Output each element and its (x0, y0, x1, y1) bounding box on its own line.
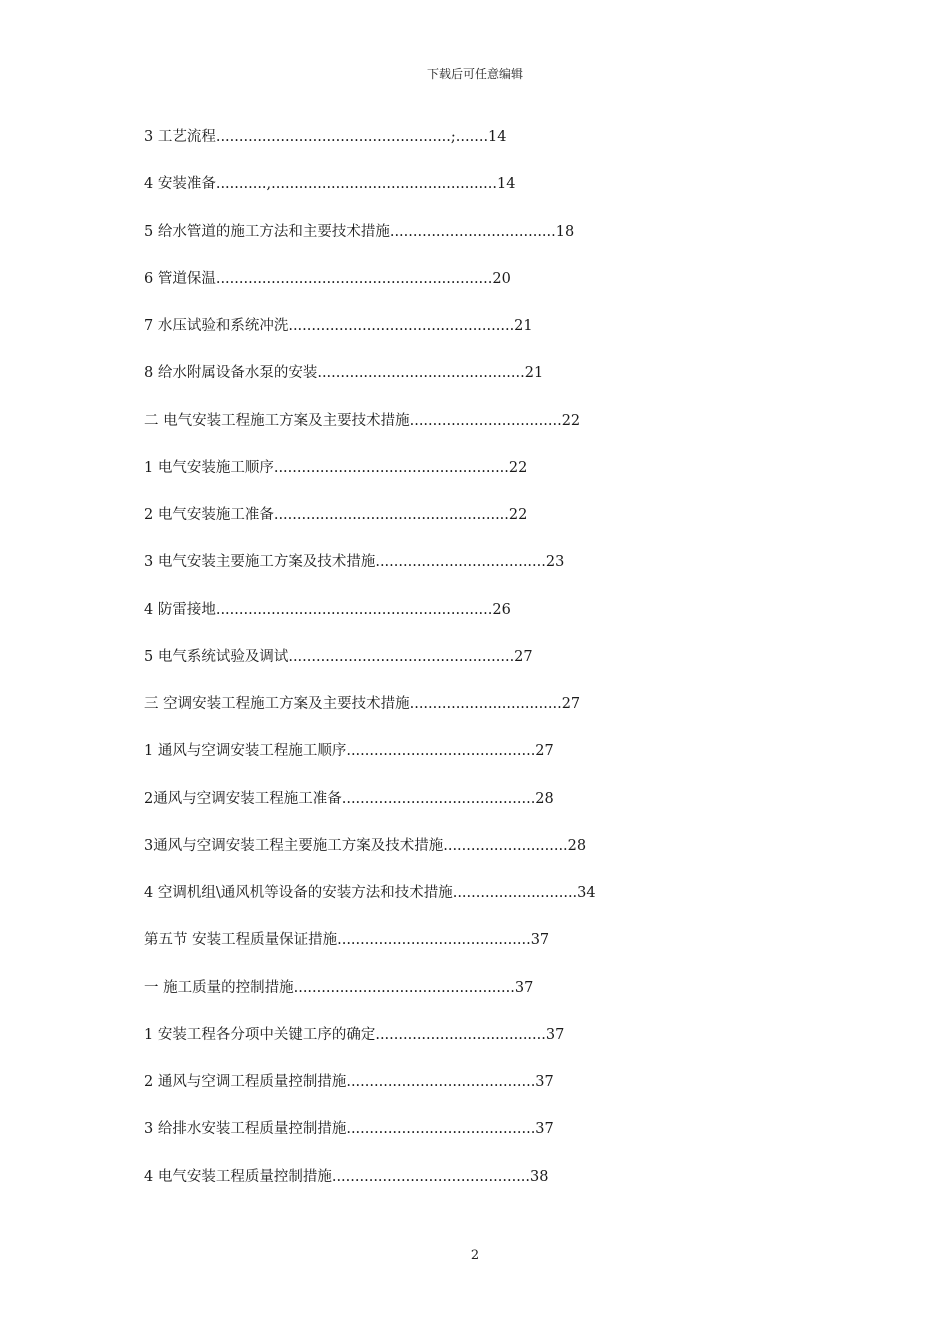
toc-entry: 7 水压试验和系统冲洗.................................................21 (144, 318, 533, 334)
toc-entry: 二 电气安装工程施工方案及主要技术措施.................................22 (144, 412, 581, 429)
toc-entry: 三 空调安装工程施工方案及主要技术措施.................................27 (144, 696, 581, 712)
toc-entry: 1 通风与空调安装工程施工顺序.........................................27 (144, 743, 554, 760)
table-of-contents (144, 124, 754, 1211)
toc-entry: 4 电气安装工程质量控制措施...........................................38 (144, 1168, 549, 1185)
toc-entry: 5 电气系统试验及调试.................................................27 (144, 648, 533, 665)
toc-entry: 第五节 安装工程质量保证措施..........................................37 (144, 932, 550, 949)
toc-entry: 4 安装准备...........,.................................................14 (144, 176, 516, 193)
toc-entry: 4 防雷接地............................................................26 (144, 601, 511, 618)
toc-entry: 3 工艺流程...................................................;.......14 (144, 129, 507, 145)
toc-entry: 3通风与空调安装工程主要施工方案及技术措施...........................28 (144, 837, 587, 854)
toc-entry: 3 电气安装主要施工方案及技术措施.....................................23 (144, 554, 565, 571)
page-number: 2 (470, 1248, 480, 1263)
toc-entry: 4 空调机组\通风机等设备的安装方法和技术措施...........................34 (144, 885, 596, 901)
toc-entry: 2 电气安装施工准备...................................................22 (144, 507, 528, 523)
toc-entry: 5 给水管道的施工方法和主要技术措施....................................18 (144, 223, 575, 240)
toc-entry: 一 施工质量的控制措施................................................37 (144, 979, 534, 996)
toc-entry: 3 给排水安装工程质量控制措施.........................................37 (144, 1121, 554, 1138)
toc-entry: 8 给水附属设备水泵的安装.............................................21 (144, 365, 544, 382)
toc-entry: 1 安装工程各分项中关键工序的确定.....................................37 (144, 1026, 565, 1043)
toc-entry: 2 通风与空调工程质量控制措施.........................................37 (144, 1074, 554, 1090)
page-header: 下载后可任意编辑 (426, 67, 523, 81)
toc-entry: 2通风与空调安装工程施工准备..........................................28 (144, 790, 554, 807)
toc-entry: 1 电气安装施工顺序...................................................22 (144, 459, 528, 476)
toc-entry: 6 管道保温............................................................20 (144, 270, 511, 287)
